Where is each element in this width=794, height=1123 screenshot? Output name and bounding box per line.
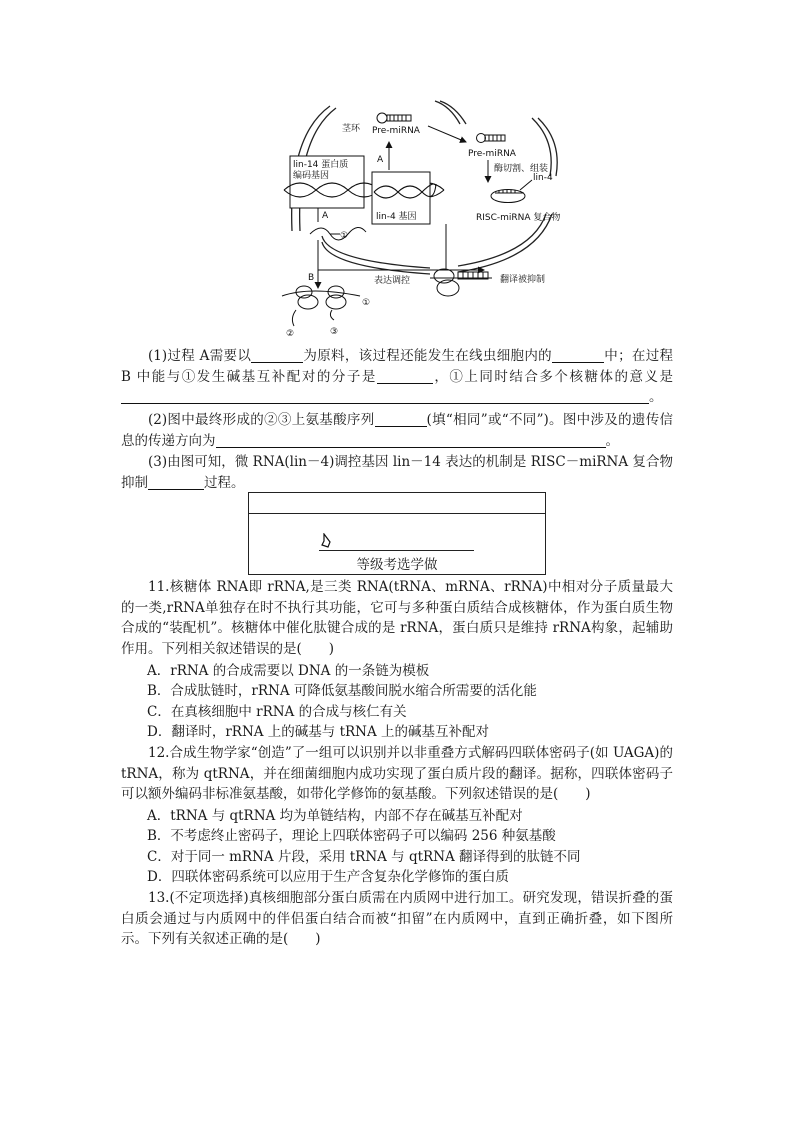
answer-blank[interactable]: [377, 369, 433, 384]
section-caption: 等级考选学做: [356, 557, 438, 573]
label-a-lower: A: [322, 211, 329, 221]
box-divider: [249, 513, 545, 514]
q10-p2-text-c: 。: [605, 432, 619, 449]
q10-p3-text-a: (3)由图可知，微 RNA(lin－4)调控基因 lin－14 表达的机制是 RISC－miRNA 复合物抑制: [121, 454, 673, 491]
mark-1-upper: ①: [340, 231, 349, 241]
q10-p2-text-b: (填“相同”或“不同”)。图中涉及的遗传信息的传递方向为: [121, 412, 673, 449]
lin14-gene-label-1: lin-14 蛋白质: [293, 160, 349, 170]
answer-blank[interactable]: [216, 433, 606, 448]
ribosome-cluster: [282, 286, 360, 326]
answer-blank[interactable]: [121, 389, 649, 404]
q10-p1-text-a: (1)过程 A需要以: [148, 348, 252, 364]
pre-mirna-top-label: Pre-miRNA: [372, 126, 420, 136]
pre-mirna-right-label: Pre-miRNA: [468, 149, 516, 159]
q11-option-c[interactable]: C．在真核细胞中 rRNA 的合成与核仁有关: [147, 704, 407, 720]
answer-blank[interactable]: [375, 412, 427, 427]
q10-part2: [121, 410, 673, 451]
lin14-gene-label-2: 编码基因: [293, 171, 330, 181]
q11-option-a[interactable]: A．rRNA 的合成需要以 DNA 的一条链为模板: [147, 663, 430, 679]
q12-option-b[interactable]: B．不考虑终止密码子，理论上四联体密码子可以编码 256 种氨基酸: [147, 828, 556, 844]
q11-option-d[interactable]: D．翻译时，rRNA 上的碱基与 tRNA 上的碱基互补配对: [147, 724, 490, 740]
lin4-gene-label: lin-4 基因: [376, 212, 417, 222]
label-a-upper: A: [377, 155, 384, 165]
label-b: B: [308, 273, 315, 283]
q10-p1-text-c: 中；在过程 B 中能与①发生碱基互补配对的分子是: [121, 348, 674, 385]
risc-complex-icon: [491, 190, 525, 203]
enzyme-cut-label: 酶切割、组装: [494, 164, 549, 174]
answer-blank[interactable]: [148, 475, 204, 490]
mark-3: ③: [330, 327, 339, 337]
expression-regulation-label: 表达调控: [374, 276, 411, 286]
q10-p3-text-b: 过程。: [204, 474, 245, 491]
mark-1-lower: ①: [362, 298, 371, 308]
section-header-box: [248, 492, 546, 575]
q10-part1: [121, 346, 673, 408]
lin4-label: lin-4: [533, 173, 553, 183]
stem-loop-icon: [377, 113, 411, 123]
mark-2: ②: [286, 329, 295, 339]
q11-option-b[interactable]: B．合成肽链时，rRNA 可降低氨基酸间脱水缩合所需要的活化能: [147, 683, 537, 699]
q12-option-a[interactable]: A．tRNA 与 qtRNA 均为单链结构，内部不存在碱基互补配对: [147, 808, 523, 824]
q10-part3: [121, 452, 673, 493]
box-underline: [319, 550, 474, 551]
pen-icon: [321, 533, 335, 549]
q12-option-d[interactable]: D．四联体密码系统可以应用于生产含复杂化学修饰的蛋白质: [147, 869, 509, 885]
q10-p1-text-e: 。: [649, 389, 663, 405]
inhibited-ribosome-icon: [430, 269, 492, 296]
q11-stem: 11.核糖体 RNA即 rRNA,是三类 RNA(tRNA、mRNA、rRNA)中相对分子质量最大的一类,rRNA单独存在时不执行其功能，它可与多种蛋白质结合成核糖体，作为蛋白质生物合成的“装配机”。核糖体中催化肽键合成的是 rRNA，蛋白质只是维持 rRNA构象，起辅助作用。下列相关叙述错误的是( ): [121, 579, 673, 657]
risc-complex-label: RISC-miRNA 复合物: [476, 213, 561, 223]
pre-mirna-icon: [477, 134, 506, 143]
answer-blank[interactable]: [552, 348, 604, 363]
q10-p2-text-a: (2)图中最终形成的②③上氨基酸序列: [148, 412, 375, 428]
q10-p1-text-d: ，①上同时结合多个核糖体的意义是: [432, 368, 673, 385]
q12-stem: 12.合成生物学家“创造”了一组可以识别并以非重叠方式解码四联体密码子(如 UAGA)的 tRNA，称为 qtRNA，并在细菌细胞内成功实现了蛋白质片段的翻译。据称，四联体密码子可以额外编码非标准氨基酸，如带化学修饰的氨基酸。下列叙述错误的是( ): [121, 745, 673, 802]
translation-inhibited-label: 翻译被抑制: [500, 275, 546, 285]
q12-option-c[interactable]: C．对于同一 mRNA 片段，采用 tRNA 与 qtRNA 翻译得到的肽链不同: [147, 849, 581, 865]
gene-regulation-diagram: [270, 96, 590, 344]
stem-loop-label: 茎环: [342, 124, 361, 134]
answer-blank[interactable]: [251, 348, 303, 363]
q13-stem: 13.(不定项选择)真核细胞部分蛋白质需在内质网中进行加工。研究发现，错误折叠的蛋白质会通过与内质网中的伴侣蛋白结合而被“扣留”在内质网中，直到正确折叠，如下图所示。下列有关叙述正确的是( ): [121, 890, 673, 947]
q10-p1-text-b: 为原料，该过程还能发生在线虫细胞内的: [303, 348, 552, 364]
